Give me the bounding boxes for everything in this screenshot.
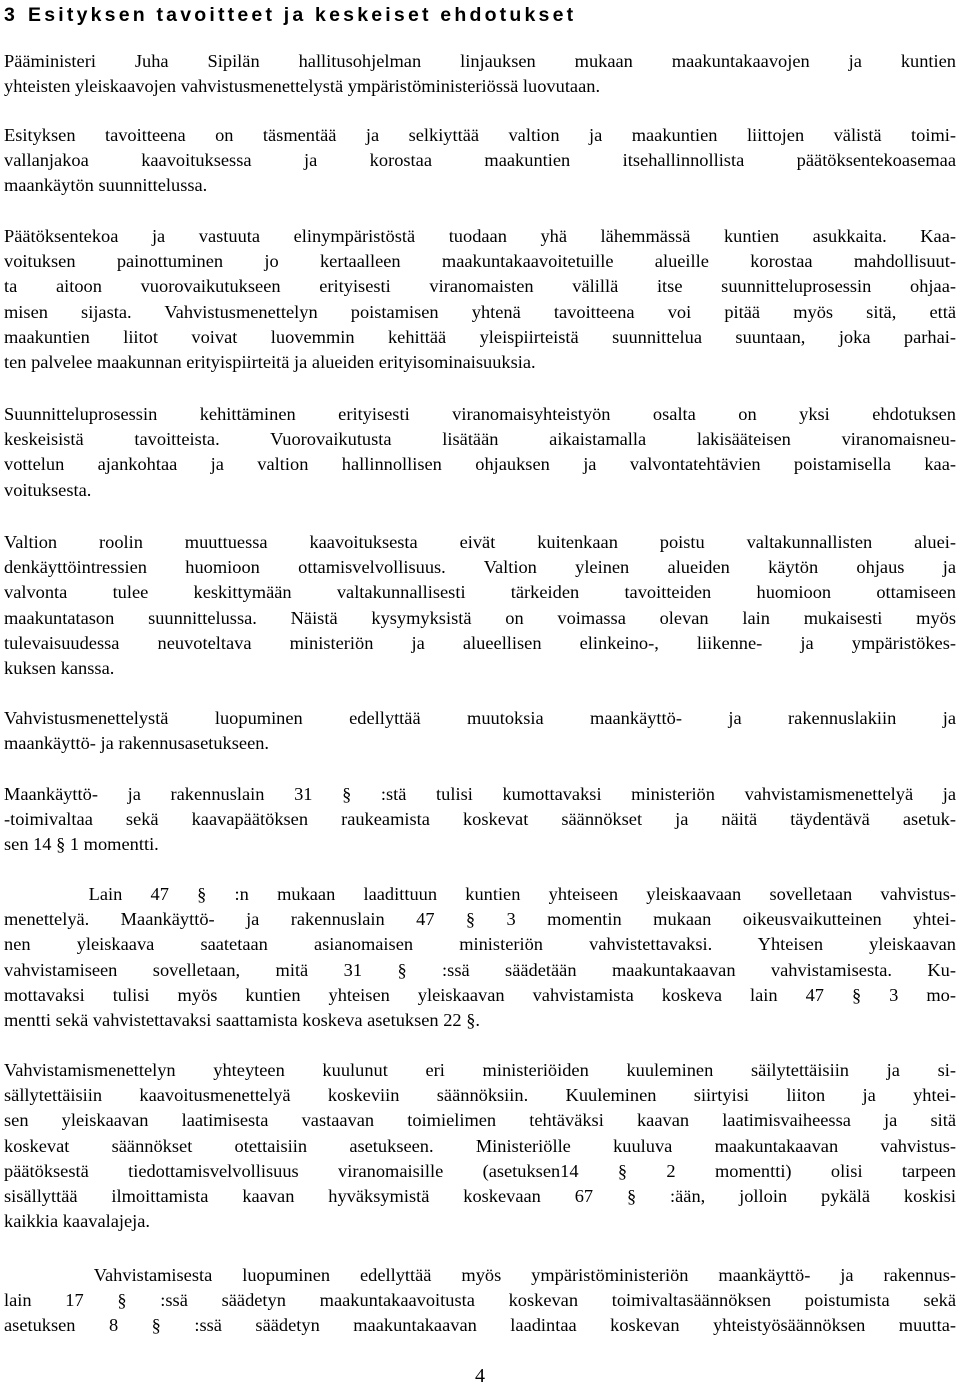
section-heading <box>4 3 576 27</box>
text-line: kuksen kanssa. <box>4 658 115 679</box>
text-line: -toimivaltaa sekä kaavapäätöksen raukeamista koskevat säännökset ja näitä täydentävä asetuk- <box>4 809 956 830</box>
text-line: tulevaisuudessa neuvoteltava ministeriön ja alueellisen elinkeino-, liikenne- ja ympäristökes- <box>4 632 956 653</box>
text-line: vallanjakoa kaavoituksessa ja korostaa maakuntien itsehallinnollista päätöksentekoasemaa <box>4 150 956 171</box>
text-line: vottelun ajankohtaa ja valtion hallinnollisen ohjauksen ja valvontatehtävien poistamisella kaa- <box>4 454 956 475</box>
text-line: Maankäyttö- ja rakennuslain 31 § :stä tulisi kumottavaksi ministeriön vahvistamismenettelyä ja <box>4 784 956 804</box>
text-line: ta aitoon vuorovaikutukseen erityisesti viranomaisten välillä itse suunnitteluprosessin ohjaa- <box>4 276 956 297</box>
section-number: 3 <box>4 4 15 26</box>
text-line: misen sijasta. Vahvistusmenettelyn poistamisen yhtenä tavoitteena voi pitää myös sitä, että <box>4 301 956 322</box>
text-line: Vahvistusmenettelystä luopuminen edellyttää muutoksia maankäyttö- ja rakennuslakiin ja <box>4 708 956 728</box>
text-line: keskeisistä tavoitteista. Vuorovaikutusta lisätään aikaistamalla lakisääteisen viranomaisneu- <box>4 429 956 450</box>
text-line: sen 14 § 1 momentti. <box>4 834 159 855</box>
document-page <box>4 0 956 1387</box>
text-line: Vahvistamisesta luopuminen edellyttää myös ympäristöministeriön maankäyttö- ja rakennus- <box>4 1265 956 1285</box>
page-number: 4 <box>475 1365 485 1387</box>
text-line: Vahvistamismenettelyn yhteyteen kuulunut eri ministeriöiden kuuleminen säilytettäisiin ja si- <box>4 1060 956 1080</box>
text-line: voituksen painottuminen jo kertaalleen maakuntakaavoitetuille alueille korostaa mahdollisuut- <box>4 251 956 272</box>
text-line: menettelyä. Maankäyttö- ja rakennuslain 47 § 3 momentin mukaan oikeusvaikutteinen yhtei- <box>4 909 956 930</box>
text-line: maakuntien liitot voivat luovemmin kehittää yleispiirteistä suunnittelua suuntaan, joka parhai- <box>4 326 956 347</box>
text-line: maankäytön suunnittelussa. <box>4 175 208 196</box>
text-line: denkäyttöintressien huomioon ottamisvelvollisuus. Valtion yleinen alueiden käytön ohjaus ja <box>4 557 956 578</box>
text-line: koskevat säännökset otettaisiin asetukseen. Ministeriölle kuuluva maakuntakaavan vahvistus- <box>4 1135 956 1156</box>
text-line: päätöksestä tiedottamisvelvollisuus viranomaisille (asetuksen14 § 2 momentti) olisi tarpeen <box>4 1160 956 1181</box>
text-line: voituksesta. <box>4 479 92 500</box>
text-line: valvonta tulee keskittymään valtakunnallisesti tärkeiden tavoitteiden huomioon ottamiseen <box>4 582 956 603</box>
text-line: maankäyttö- ja rakennusasetukseen. <box>4 733 270 754</box>
text-line: mottavaksi tulisi myös kuntien yhteisen yleiskaavan vahvistamista koskeva lain 47 § 3 mo- <box>4 984 956 1005</box>
text-line: nen yleiskaava saatetaan asianomaisen ministeriön vahvistettavaksi. Yhteisen yleiskaavan <box>4 934 956 955</box>
text-line: Valtion roolin muuttuessa kaavoituksesta eivät kuitenkaan poistu valtakunnallisten aluei- <box>4 532 956 552</box>
text-line: Esityksen tavoitteena on täsmentää ja selkiyttää valtion ja maakuntien liittojen välistä toimi- <box>4 125 956 145</box>
text-line: yhteisten yleiskaavojen vahvistusmenettelystä ympäristöministeriössä luovutaan. <box>4 76 601 97</box>
paragraph-7 <box>4 782 956 858</box>
text-line: ten palvelee maakunnan erityispiirteitä ja alueiden erityisominaisuuksia. <box>4 352 536 373</box>
paragraph-8 <box>4 882 956 1033</box>
text-line: sällytettäisiin kaavoitusmenettelyä koskeviin säännöksiin. Kuuleminen siirtyisi liiton ja yhtei- <box>4 1085 956 1106</box>
paragraph-5 <box>4 530 956 681</box>
paragraph-3 <box>4 224 956 375</box>
paragraph-2 <box>4 123 956 199</box>
paragraph-9 <box>4 1058 956 1234</box>
text-line: sen yleiskaavan laatimisesta vastaavan toimielimen tehtäväksi kaavan laatimisvaiheessa ja sitä <box>4 1110 956 1131</box>
text-line: maakuntatason suunnittelussa. Näistä kysymyksistä on voimassa olevan lain mukaisesti myös <box>4 607 956 628</box>
paragraph-6 <box>4 706 956 756</box>
text-line: asetuksen 8 § :ssä säädetyn maakuntakaavan laadintaa koskevan yhteistyösäännöksen muutta- <box>4 1315 956 1336</box>
text-line: Lain 47 § :n mukaan laadittuun kuntien yhteiseen yleiskaavaan sovelletaan vahvistus- <box>4 884 956 904</box>
text-line: Pääministeri Juha Sipilän hallitusohjelman linjauksen mukaan maakuntakaavojen ja kuntien <box>4 51 956 71</box>
paragraph-4 <box>4 402 956 503</box>
text-line: Suunnitteluprosessin kehittäminen erityisesti viranomaisyhteistyön osalta on yksi ehdotuksen <box>4 404 956 424</box>
text-line: lain 17 § :ssä säädetyn maakuntakaavoitusta koskevan toimivaltasäännöksen poistumista sekä <box>4 1290 956 1311</box>
text-line: sisällyttää ilmoittamista kaavan hyväksymistä koskevaan 67 § :ään, jolloin pykälä koskisi <box>4 1186 956 1207</box>
text-line: vahvistamiseen sovelletaan, mitä 31 § :ssä säädetään maakuntakaavan vahvistamisesta. Ku- <box>4 959 956 980</box>
paragraph-1 <box>4 49 956 99</box>
text-line: mentti sekä vahvistettavaksi saattamista koskeva asetuksen 22 §. <box>4 1010 480 1031</box>
section-title: Esityksen tavoitteet ja keskeiset ehdotukset <box>28 4 577 26</box>
paragraph-10 <box>4 1263 956 1339</box>
text-line: kaikkia kaavalajeja. <box>4 1211 151 1232</box>
text-line: Päätöksentekoa ja vastuuta elinympäristöstä tuodaan yhä lähemmässä kuntien asukkaita. Kaa- <box>4 226 956 246</box>
